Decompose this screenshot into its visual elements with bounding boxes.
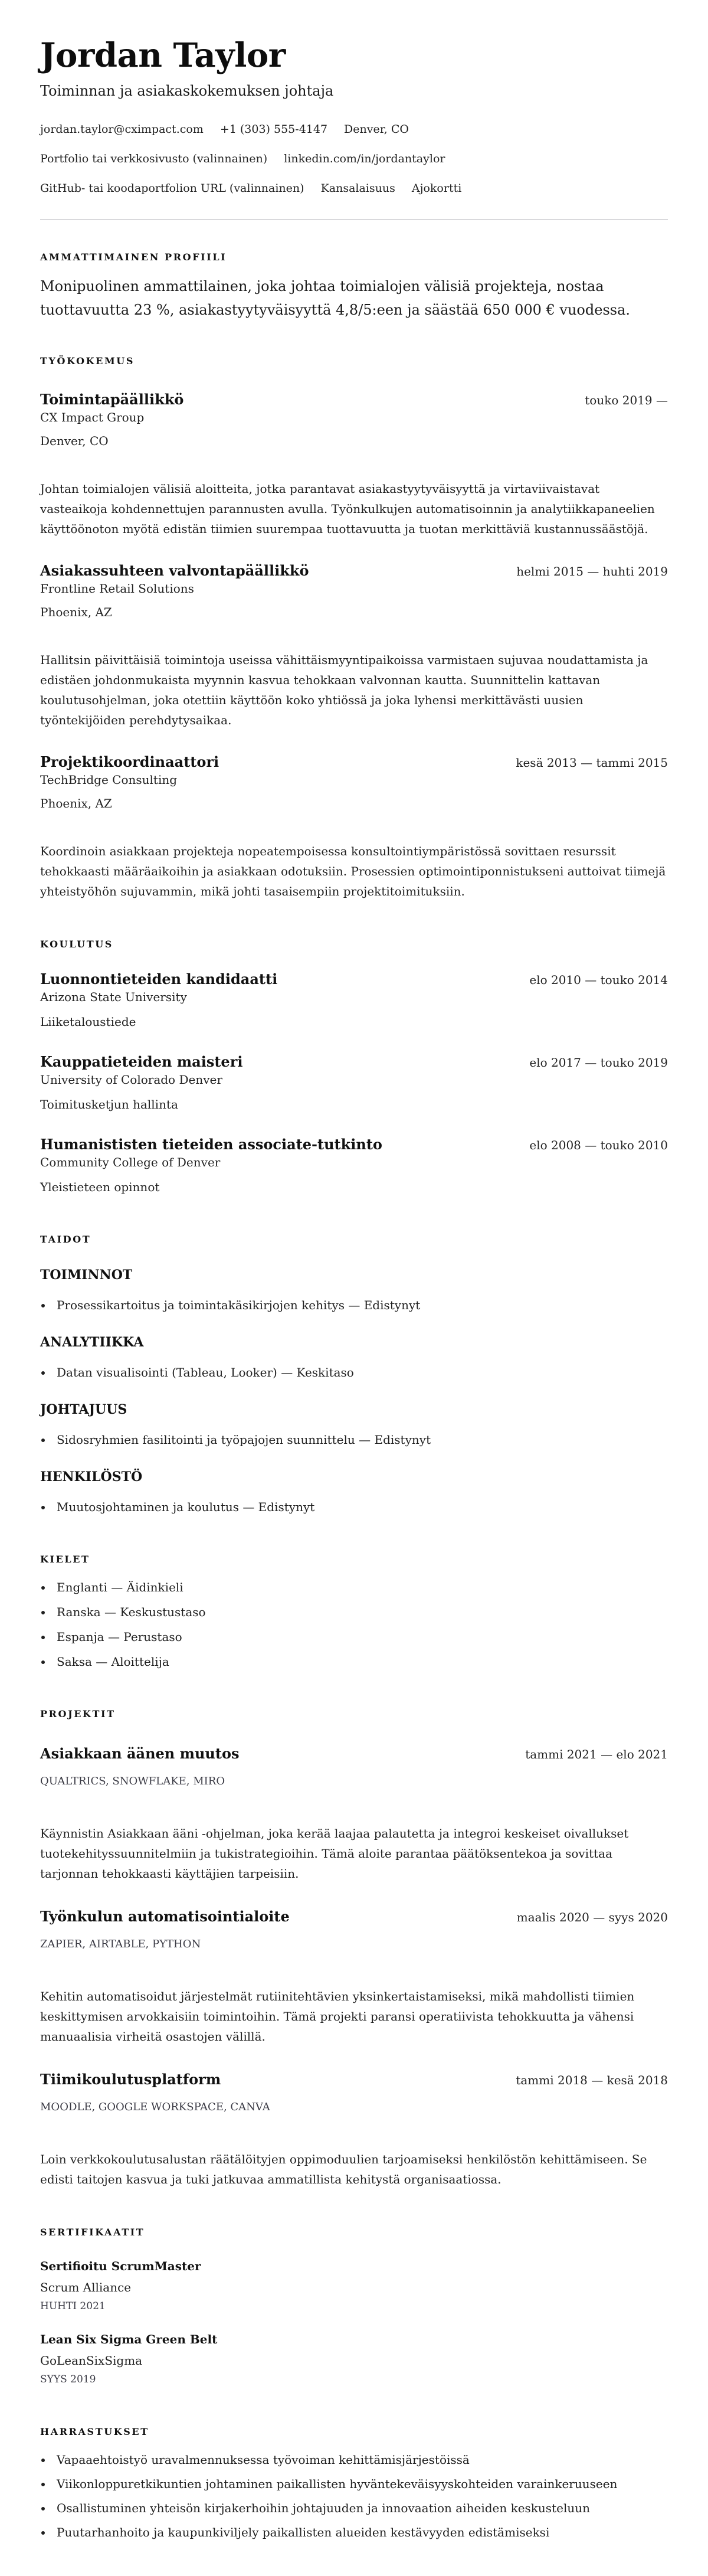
certification-date: SYYS 2019 bbox=[40, 2374, 96, 2385]
contact-drivers-license: Ajokortti bbox=[411, 182, 462, 195]
field-of-study: Liiketaloustiede bbox=[40, 1015, 136, 1029]
school-name: University of Colorado Denver bbox=[40, 1073, 222, 1087]
job-dates: helmi 2015 — huhti 2019 bbox=[516, 564, 668, 578]
job-list bbox=[40, 390, 668, 901]
job-description: Hallitsin päivittäisiä toimintoja useissa vähittäismyyntipaikoissa varmistaen sujuvaa noudattamista ja edistäen johdonmukaista myynnin kasvua tehokkaan valvonnan kautta. Suunnittelin kattavan koulutusohjelman, joka otettiin käyttöön koko yhtiössä ja joka lyhensi merkittävästi uusien työntekijöiden perehdytysaikaa. bbox=[40, 653, 648, 727]
job-location: Phoenix, AZ bbox=[40, 605, 112, 619]
education-dates: elo 2010 — touko 2014 bbox=[529, 973, 668, 987]
project-title: Työnkulun automatisointialoite bbox=[40, 1908, 290, 1925]
hobbies-section bbox=[40, 2425, 668, 2541]
experience-section bbox=[40, 355, 668, 901]
job-dates: kesä 2013 — tammi 2015 bbox=[516, 756, 668, 770]
job-dates: touko 2019 — bbox=[585, 393, 668, 407]
header-divider bbox=[40, 219, 668, 220]
section-title: TAIDOT bbox=[40, 1234, 91, 1245]
certification-issuer: GoLeanSixSigma bbox=[40, 2353, 143, 2368]
skill-list bbox=[40, 1431, 668, 1448]
language-item: Ranska — Keskustustaso bbox=[40, 1604, 668, 1620]
education-entry bbox=[40, 970, 668, 1030]
job-entry bbox=[40, 753, 668, 901]
job-location: Denver, CO bbox=[40, 434, 109, 448]
hobby-list bbox=[40, 2451, 668, 2541]
section-title: PROJEKTIT bbox=[40, 1708, 116, 1719]
project-entry bbox=[40, 1744, 668, 1884]
hobby-item: Vapaaehtoistyö uravalmennuksessa työvoiman kehittämisjärjestöissä bbox=[40, 2451, 668, 2468]
project-title: Asiakkaan äänen muutos bbox=[40, 1745, 240, 1762]
skill-item: Sidosryhmien fasilitointi ja työpajojen suunnittelu — Edistynyt bbox=[40, 1431, 668, 1448]
education-dates: elo 2017 — touko 2019 bbox=[529, 1055, 668, 1070]
certifications-section bbox=[40, 2226, 668, 2387]
certification-name: Lean Six Sigma Green Belt bbox=[40, 2332, 218, 2346]
degree-title: Kauppatieteiden maisteri bbox=[40, 1053, 243, 1070]
language-item: Espanja — Perustaso bbox=[40, 1629, 668, 1645]
skill-list bbox=[40, 1297, 668, 1313]
education-entry bbox=[40, 1052, 668, 1113]
skill-group bbox=[40, 1401, 668, 1448]
skill-list bbox=[40, 1499, 668, 1515]
project-list bbox=[40, 1744, 668, 2189]
education-list bbox=[40, 970, 668, 1195]
project-tech-stack: ZAPIER, AIRTABLE, PYTHON bbox=[40, 1938, 201, 1950]
language-list bbox=[40, 1579, 668, 1670]
contact-location: Denver, CO bbox=[344, 123, 409, 136]
certification-name: Sertifioitu ScrumMaster bbox=[40, 2259, 201, 2273]
degree-title: Humanististen tieteiden associate-tutkinto bbox=[40, 1136, 382, 1153]
project-dates: tammi 2021 — elo 2021 bbox=[525, 1747, 668, 1761]
job-company: CX Impact Group bbox=[40, 410, 145, 424]
job-entry bbox=[40, 390, 668, 539]
job-description: Johtan toimialojen välisiä aloitteita, jotka parantavat asiakastyytyväisyyttä ja virtaviivaistavat vasteaikoja kohdennettujen parannusten avulla. Työnkulkujen automatisoinnin ja analytiikkapaneelien käyttöönoton myötä edistän tiimien suurempaa tuottavuutta ja tuotan merkittäviä kustannussäästöjä. bbox=[40, 482, 655, 536]
project-description: Kehitin automatisoidut järjestelmät rutiinitehtävien yksinkertaistamiseksi, mikä mahdollisti tiimien keskittymisen arvokkaisiin toimintoihin. Tämä projekti paransi operatiivista tehokkuutta ja vähensi manuaalisia virheitä osastojen välillä. bbox=[40, 1989, 635, 2044]
project-tech-stack: MOODLE, GOOGLE WORKSPACE, CANVA bbox=[40, 2101, 270, 2113]
job-company: TechBridge Consulting bbox=[40, 773, 178, 787]
certification-date: HUHTI 2021 bbox=[40, 2300, 106, 2312]
section-title: TYÖKOKEMUS bbox=[40, 355, 135, 367]
section-title: KOULUTUS bbox=[40, 939, 113, 950]
skill-group-title: HENKILÖSTÖ bbox=[40, 1469, 143, 1485]
education-dates: elo 2008 — touko 2010 bbox=[529, 1138, 668, 1152]
education-section bbox=[40, 938, 668, 1195]
resume-header bbox=[40, 34, 668, 220]
skill-list bbox=[40, 1364, 668, 1381]
project-description: Käynnistin Asiakkaan ääni -ohjelman, joka kerää laajaa palautetta ja integroi keskeiset oivallukset tuotekehityssuunnitelmiin ja tukistrategioihin. Tämä aloite parantaa päätöksentekoa ja sovittaa tarjonnan tehokkaasti käyttäjien tarpeisiin. bbox=[40, 1826, 629, 1881]
project-title: Tiimikoulutusplatform bbox=[40, 2071, 221, 2088]
education-entry bbox=[40, 1135, 668, 1195]
contact-row bbox=[40, 122, 668, 137]
certification-entry bbox=[40, 2258, 668, 2313]
skill-item: Prosessikartoitus ja toimintakäsikirjojen kehitys — Edistynyt bbox=[40, 1297, 668, 1313]
section-title: HARRASTUKSET bbox=[40, 2426, 149, 2437]
job-title: Asiakassuhteen valvontapäällikkö bbox=[40, 562, 309, 579]
language-item: Saksa — Aloittelija bbox=[40, 1653, 668, 1670]
job-title: Projektikoordinaattori bbox=[40, 753, 219, 770]
skill-group-title: ANALYTIIKKA bbox=[40, 1335, 144, 1350]
project-dates: tammi 2018 — kesä 2018 bbox=[516, 2073, 668, 2087]
contact-email[interactable]: jordan.taylor@cximpact.com bbox=[40, 123, 204, 136]
hobby-item: Viikonloppuretkikuntien johtaminen paikallisten hyväntekeväisyyskohteiden varainkeruuseen bbox=[40, 2476, 668, 2492]
skill-group bbox=[40, 1333, 668, 1381]
job-location: Phoenix, AZ bbox=[40, 796, 112, 810]
language-item: Englanti — Äidinkieli bbox=[40, 1579, 668, 1596]
certification-issuer: Scrum Alliance bbox=[40, 2280, 132, 2294]
contact-row bbox=[40, 151, 668, 166]
contact-linkedin[interactable]: linkedin.com/in/jordantaylor bbox=[284, 152, 445, 165]
skill-item: Datan visualisointi (Tableau, Looker) — Keskitaso bbox=[40, 1364, 668, 1381]
certification-entry bbox=[40, 2331, 668, 2387]
projects-section bbox=[40, 1708, 668, 2189]
project-entry bbox=[40, 2070, 668, 2189]
contact-phone[interactable]: +1 (303) 555-4147 bbox=[219, 123, 328, 136]
skill-group bbox=[40, 1468, 668, 1515]
project-entry bbox=[40, 1907, 668, 2047]
job-company: Frontline Retail Solutions bbox=[40, 581, 194, 596]
candidate-headline: Toiminnan ja asiakaskokemuksen johtaja bbox=[40, 83, 334, 99]
skill-group-title: JOHTAJUUS bbox=[40, 1402, 127, 1417]
contact-row bbox=[40, 181, 668, 196]
skills-section bbox=[40, 1233, 668, 1515]
degree-title: Luonnontieteiden kandidaatti bbox=[40, 970, 278, 988]
candidate-name: Jordan Taylor bbox=[40, 36, 286, 75]
contact-portfolio[interactable]: Portfolio tai verkkosivusto (valinnainen) bbox=[40, 152, 268, 165]
profile-section bbox=[40, 251, 668, 322]
section-title: SERTIFIKAATIT bbox=[40, 2227, 145, 2238]
project-dates: maalis 2020 — syys 2020 bbox=[516, 1910, 668, 1924]
project-tech-stack: QUALTRICS, SNOWFLAKE, MIRO bbox=[40, 1775, 225, 1787]
contact-github[interactable]: GitHub- tai koodaportfolion URL (valinnainen) bbox=[40, 182, 304, 195]
section-title: AMMATTIMAINEN PROFIILI bbox=[40, 251, 227, 263]
languages-section bbox=[40, 1553, 668, 1670]
school-name: Arizona State University bbox=[40, 990, 187, 1004]
skill-item: Muutosjohtaminen ja koulutus — Edistynyt bbox=[40, 1499, 668, 1515]
hobby-item: Osallistuminen yhteisön kirjakerhoihin johtajuuden ja innovaation aiheiden keskusteluun bbox=[40, 2500, 668, 2516]
project-description: Loin verkkokoulutusalustan räätälöityjen oppimoduulien tarjoamiseksi henkilöstön kehittämiseen. Se edisti taitojen kasvua ja tuki jatkuvaa ammatillista kehitystä organisaatiossa. bbox=[40, 2152, 647, 2186]
field-of-study: Yleistieteen opinnot bbox=[40, 1180, 160, 1194]
field-of-study: Toimitusketjun hallinta bbox=[40, 1097, 178, 1112]
job-entry bbox=[40, 561, 668, 730]
job-description: Koordinoin asiakkaan projekteja nopeatempoisessa konsultointiympäristössä sovittaen resurssit tehokkaasti määräaikoihin ja asiakkaan odotuksiin. Prosessien optimointiponnistukseni auttoivat tiimejä yhteistyöhön sujuvammin, mikä johti tasaisempiin projektitoimituksiin. bbox=[40, 844, 666, 898]
skill-group bbox=[40, 1266, 668, 1313]
section-title: KIELET bbox=[40, 1554, 90, 1565]
skill-group-title: TOIMINNOT bbox=[40, 1267, 133, 1283]
school-name: Community College of Denver bbox=[40, 1155, 221, 1169]
certification-list bbox=[40, 2258, 668, 2387]
job-title: Toimintapäällikkö bbox=[40, 391, 184, 408]
hobby-item: Puutarhanhoito ja kaupunkiviljely paikallisten alueiden kestävyyden edistämiseksi bbox=[40, 2524, 668, 2541]
contact-citizenship: Kansalaisuus bbox=[320, 182, 395, 195]
profile-summary: Monipuolinen ammattilainen, joka johtaa toimialojen välisiä projekteja, nostaa tuottavuutta 23 %, asiakastyytyväisyyttä 4,8/5:een ja säästää 650 000 € vuodessa. bbox=[40, 278, 631, 318]
